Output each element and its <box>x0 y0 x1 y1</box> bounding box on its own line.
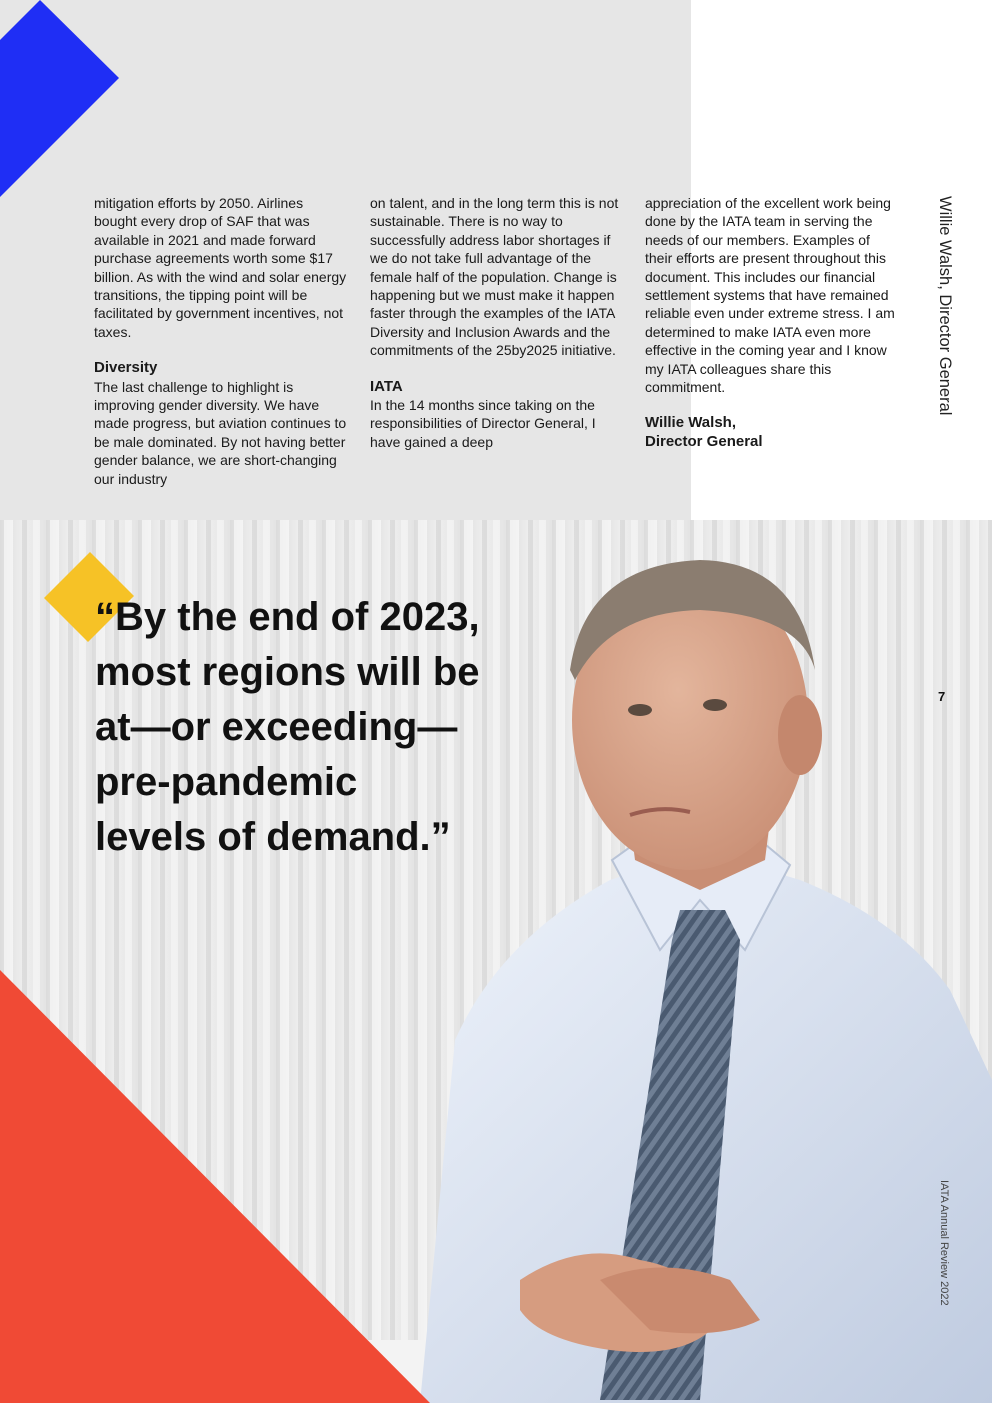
quote-line: “By the end of 2023, <box>95 595 480 639</box>
quote-line: levels of demand.” <box>95 815 451 859</box>
red-triangle-shape <box>0 970 430 1403</box>
publication-title: IATA Annual Review 2022 <box>938 1180 950 1306</box>
text-column-2 <box>370 194 625 451</box>
signature-name: Willie Walsh, <box>645 414 736 432</box>
signature-title: Director General <box>645 432 763 450</box>
text-column-3 <box>645 194 900 451</box>
quote-line: pre-pandemic <box>95 760 358 804</box>
paragraph: mitigation efforts by 2050. Airlines bought every drop of SAF that was available in 2021 and made forward purchase agreements worth some $17 billion. As with the wind and solar energy transitions, the tipping point will be facilitated by government incentives, not taxes. <box>94 195 347 340</box>
pull-quote <box>95 590 535 865</box>
blue-diamond-shape <box>0 0 120 200</box>
section-heading-iata: IATA <box>370 377 403 395</box>
text-column-1 <box>94 194 349 488</box>
publication-footer <box>935 1180 955 1310</box>
vertical-title-text: Willie Walsh, Director General <box>936 196 954 416</box>
paragraph: appreciation of the excellent work being done by the IATA team in serving the needs of our members. Examples of their efforts are present throughout this document. This includes our financial settlement systems that have remained reliable even under extreme stress. I am determined to make IATA even more effective in the coming year and I know my IATA colleagues share this commitment. <box>645 195 895 396</box>
quote-line: most regions will be <box>95 650 480 694</box>
quote-line: at—or exceeding— <box>95 705 458 749</box>
paragraph: on talent, and in the long term this is not sustainable. There is no way to successfully address labor shortages if we do not take full advantage of the female half of the population. Change is happening but we must make it happen faster through the examples of the IATA Diversity and Inclusion Awards and the commitments of the 25by2025 initiative. <box>370 195 619 359</box>
signature <box>645 414 900 451</box>
paragraph: The last challenge to highlight is improving gender diversity. We have made progress, but aviation continues to be male dominated. By not having better gender balance, we are short-changing our industry <box>94 378 347 487</box>
vertical-section-title <box>925 196 965 426</box>
paragraph: In the 14 months since taking on the responsibilities of Director General, I have gained a deep <box>370 397 596 450</box>
section-heading-diversity: Diversity <box>94 359 158 377</box>
page-number: 7 <box>938 689 946 704</box>
